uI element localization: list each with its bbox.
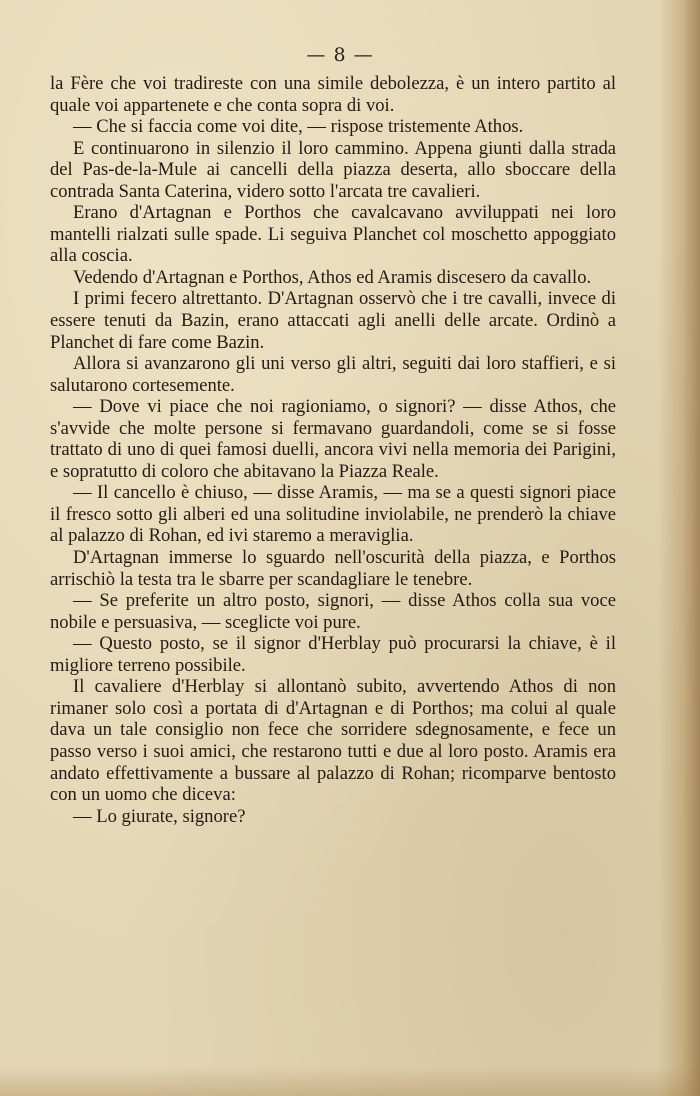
page-bottom-shadow: [0, 1066, 700, 1096]
paragraph: la Fère che voi tradireste con una simile debolezza, è un intero partito al quale voi appartenete e che conta sopra di voi.: [50, 73, 616, 116]
page-edge-shadow: [658, 0, 700, 1096]
paragraph: — Lo giurate, signore?: [73, 805, 246, 827]
paragraph: Allora si avanzarono gli uni verso gli altri, seguiti dai loro staffieri, e si salutarono cortesemente.: [50, 353, 616, 396]
paragraph: E continuarono in silenzio il loro cammino. Appena giunti dalla strada del Pas-de-la-Mule ai cancelli della piazza deserta, allo sboccare della contrada Santa Caterina, videro sotto l'arcata tre cavalieri.: [50, 137, 616, 202]
body-text: [50, 73, 616, 827]
paragraph: — Il cancello è chiuso, — disse Aramis, — ma se a questi signori piace il fresco sotto gli alberi ed una solitudine inviolabile, ne prenderò la chiave al palazzo di Rohan, ed ivi staremo a meraviglia.: [50, 482, 616, 547]
paragraph: — Se preferite un altro posto, signori, — disse Athos colla sua voce nobile e persuasiva, — sceglicte voi pure.: [50, 590, 616, 633]
paragraph: — Questo posto, se il signor d'Herblay può procurarsi la chiave, è il migliore terreno possibile.: [50, 633, 616, 676]
paragraph: I primi fecero altrettanto. D'Artagnan osservò che i tre cavalli, invece di essere tenuti da Bazin, erano attaccati agli anelli delle arcate. Ordinò a Planchet di fare come Bazin.: [50, 288, 616, 353]
page-number: — 8 —: [306, 44, 374, 66]
paragraph: — Che si faccia come voi dite, — rispose tristemente Athos.: [73, 116, 524, 138]
paragraph: Vedendo d'Artagnan e Porthos, Athos ed Aramis discesero da cavallo.: [73, 266, 592, 288]
paragraph: — Dove vi piace che noi ragioniamo, o signori? — disse Athos, che s'avvide che molte persone si fermavano guardandoli, come se si fosse trattato di uno di quei famosi duelli, ancora vivi nella memoria dei Parigini, e sopratutto di coloro che abitavano la Piazza Reale.: [50, 396, 616, 482]
paragraph: D'Artagnan immerse lo sguardo nell'oscurità della piazza, e Porthos arrischiò la testa tra le sbarre per scandagliare le tenebre.: [50, 547, 616, 590]
paragraph: Il cavaliere d'Herblay si allontanò subito, avvertendo Athos di non rimaner solo così a portata di d'Artagnan e di Porthos; ma colui al quale dava un tale consiglio non fece che sorridere sdegnosamente, e fece un passo verso i suoi amici, che restarono tutti e due al loro posto. Aramis era andato effettivamente a bussare al palazzo di Rohan; ricomparve bentosto con un uomo che diceva:: [50, 676, 616, 806]
paragraph: Erano d'Artagnan e Porthos che cavalcavano avviluppati nei loro mantelli rialzati sulle spade. Li seguiva Planchet col moschetto appoggiato alla coscia.: [50, 202, 616, 267]
